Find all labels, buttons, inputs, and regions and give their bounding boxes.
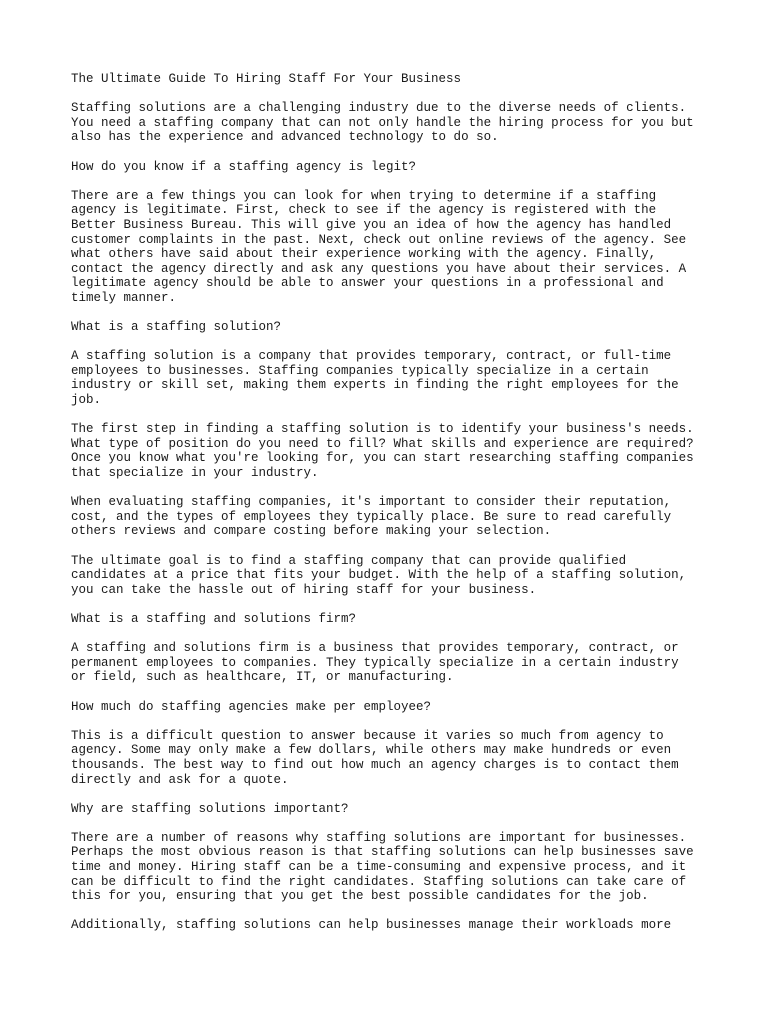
text-paragraph (71, 101, 711, 145)
text-paragraph (71, 831, 711, 904)
text-line: What type of position do you need to fill? What skills and experience are required? (71, 436, 694, 451)
text-paragraph (71, 189, 711, 306)
paragraph-gap (71, 539, 711, 554)
heading-paragraph (71, 72, 711, 87)
paragraph-gap (71, 627, 711, 642)
text-line: thousands. The best way to find out how much an agency charges is to contact them (71, 757, 679, 772)
text-line: You need a staffing company that can not only handle the hiring process for you but (71, 115, 694, 130)
paragraph-gap (71, 685, 711, 700)
text-line: Better Business Bureau. This will give you an idea of how the agency has handled (71, 217, 672, 232)
heading-paragraph (71, 700, 711, 715)
text-line: How do you know if a staffing agency is legit? (71, 159, 417, 174)
paragraph-gap (71, 408, 711, 423)
text-paragraph (71, 554, 711, 598)
text-line: What is a staffing solution? (71, 320, 282, 335)
paragraph-gap (71, 481, 711, 496)
text-paragraph (71, 641, 711, 685)
text-paragraph (71, 422, 711, 480)
text-line: The first step in finding a staffing solution is to identify your business's needs. (71, 422, 694, 437)
text-line: The ultimate goal is to find a staffing company that can provide qualified (71, 553, 627, 568)
text-paragraph (71, 349, 711, 407)
text-line: agency is legitimate. First, check to see if the agency is registered with the (71, 203, 657, 218)
text-line: can be difficult to find the right candidates. Staffing solutions can take care of (71, 874, 687, 889)
text-line: employees to businesses. Staffing companies typically specialize in a certain (71, 363, 649, 378)
text-line: Perhaps the most obvious reason is that staffing solutions can help businesses save (71, 845, 694, 860)
paragraph-gap (71, 597, 711, 612)
text-line: what others have said about their experience working with the agency. Finally, (71, 247, 657, 262)
text-line: What is a staffing and solutions firm? (71, 611, 357, 626)
text-line: When evaluating staffing companies, it's important to consider their reputation, (71, 495, 672, 510)
heading-paragraph (71, 802, 711, 817)
paragraph-gap (71, 145, 711, 160)
text-line: this for you, ensuring that you get the best possible candidates for the job. (71, 889, 649, 904)
paragraph-gap (71, 335, 711, 350)
text-line: There are a number of reasons why staffing solutions are important for businesses. (71, 830, 687, 845)
text-line: Why are staffing solutions important? (71, 801, 349, 816)
document-body (71, 72, 711, 933)
text-line: others reviews and compare costing before making your selection. (71, 524, 552, 539)
text-paragraph (71, 918, 711, 933)
text-line: industry or skill set, making them experts in finding the right employees for the (71, 378, 679, 393)
text-paragraph (71, 729, 711, 787)
text-line: Once you know what you're looking for, you can start researching staffing companies (71, 451, 694, 466)
text-line: A staffing and solutions firm is a business that provides temporary, contract, or (71, 641, 679, 656)
text-line: job. (71, 393, 102, 408)
text-line: The Ultimate Guide To Hiring Staff For Your Business (71, 72, 462, 86)
text-line: candidates at a price that fits your budget. With the help of a staffing solution, (71, 568, 687, 583)
text-line: contact the agency directly and ask any questions you have about their services. A (71, 261, 687, 276)
text-line: also has the experience and advanced technology to do so. (71, 130, 499, 145)
paragraph-gap (71, 787, 711, 802)
text-line: customer complaints in the past. Next, check out online reviews of the agency. See (71, 232, 687, 247)
text-line: you can take the hassle out of hiring staff for your business. (71, 582, 537, 597)
paragraph-gap (71, 306, 711, 321)
text-line: A staffing solution is a company that provides temporary, contract, or full-time (71, 349, 672, 364)
paragraph-gap (71, 904, 711, 919)
text-line: timely manner. (71, 290, 177, 305)
text-line: There are a few things you can look for when trying to determine if a staffing (71, 188, 657, 203)
heading-paragraph (71, 160, 711, 175)
paragraph-gap (71, 87, 711, 102)
text-line: Staffing solutions are a challenging industry due to the diverse needs of clients. (71, 101, 687, 116)
text-line: This is a difficult question to answer because it varies so much from agency to (71, 728, 664, 743)
paragraph-gap (71, 174, 711, 189)
text-paragraph (71, 495, 711, 539)
text-line: time and money. Hiring staff can be a time-consuming and expensive process, and it (71, 860, 687, 875)
heading-paragraph (71, 612, 711, 627)
heading-paragraph (71, 320, 711, 335)
text-line: permanent employees to companies. They typically specialize in a certain industry (71, 655, 679, 670)
text-line: agency. Some may only make a few dollars, while others may make hundreds or even (71, 743, 672, 758)
paragraph-gap (71, 816, 711, 831)
text-line: Additionally, staffing solutions can help businesses manage their workloads more (71, 918, 672, 933)
text-line: cost, and the types of employees they typically place. Be sure to read carefully (71, 509, 672, 524)
text-line: directly and ask for a quote. (71, 772, 289, 787)
paragraph-gap (71, 714, 711, 729)
text-line: How much do staffing agencies make per employee? (71, 699, 432, 714)
text-line: that specialize in your industry. (71, 466, 319, 481)
text-line: legitimate agency should be able to answer your questions in a professional and (71, 276, 664, 291)
text-line: or field, such as healthcare, IT, or manufacturing. (71, 670, 454, 685)
